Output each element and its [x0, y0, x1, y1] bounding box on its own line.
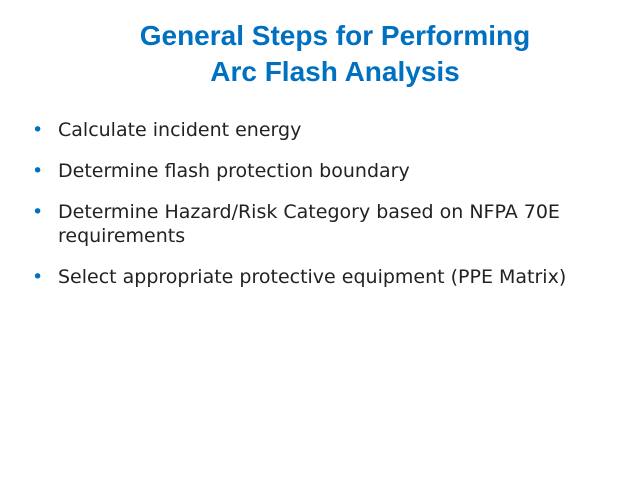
bullet-text: Select appropriate protective equipment (PPE Matrix)	[58, 266, 567, 288]
bullet-text: Determine flash protection boundary	[58, 160, 410, 182]
bullet-item	[32, 265, 592, 289]
bullet-text: Calculate incident energy	[58, 119, 302, 141]
title-line-1: General Steps for Performing	[139, 20, 531, 51]
slide-title	[0, 18, 638, 90]
bullet-text: Determine Hazard/Risk Category based on NFPA 70E requirements	[58, 201, 560, 247]
bullet-list	[32, 118, 592, 306]
bullet-item	[32, 159, 592, 183]
bullet-icon: •	[32, 119, 44, 141]
bullet-item	[32, 200, 592, 248]
title-line-2: Arc Flash Analysis	[210, 56, 460, 87]
bullet-icon: •	[32, 201, 44, 223]
bullet-icon: •	[32, 160, 44, 182]
bullet-item	[32, 118, 592, 142]
bullet-icon: •	[32, 266, 44, 288]
